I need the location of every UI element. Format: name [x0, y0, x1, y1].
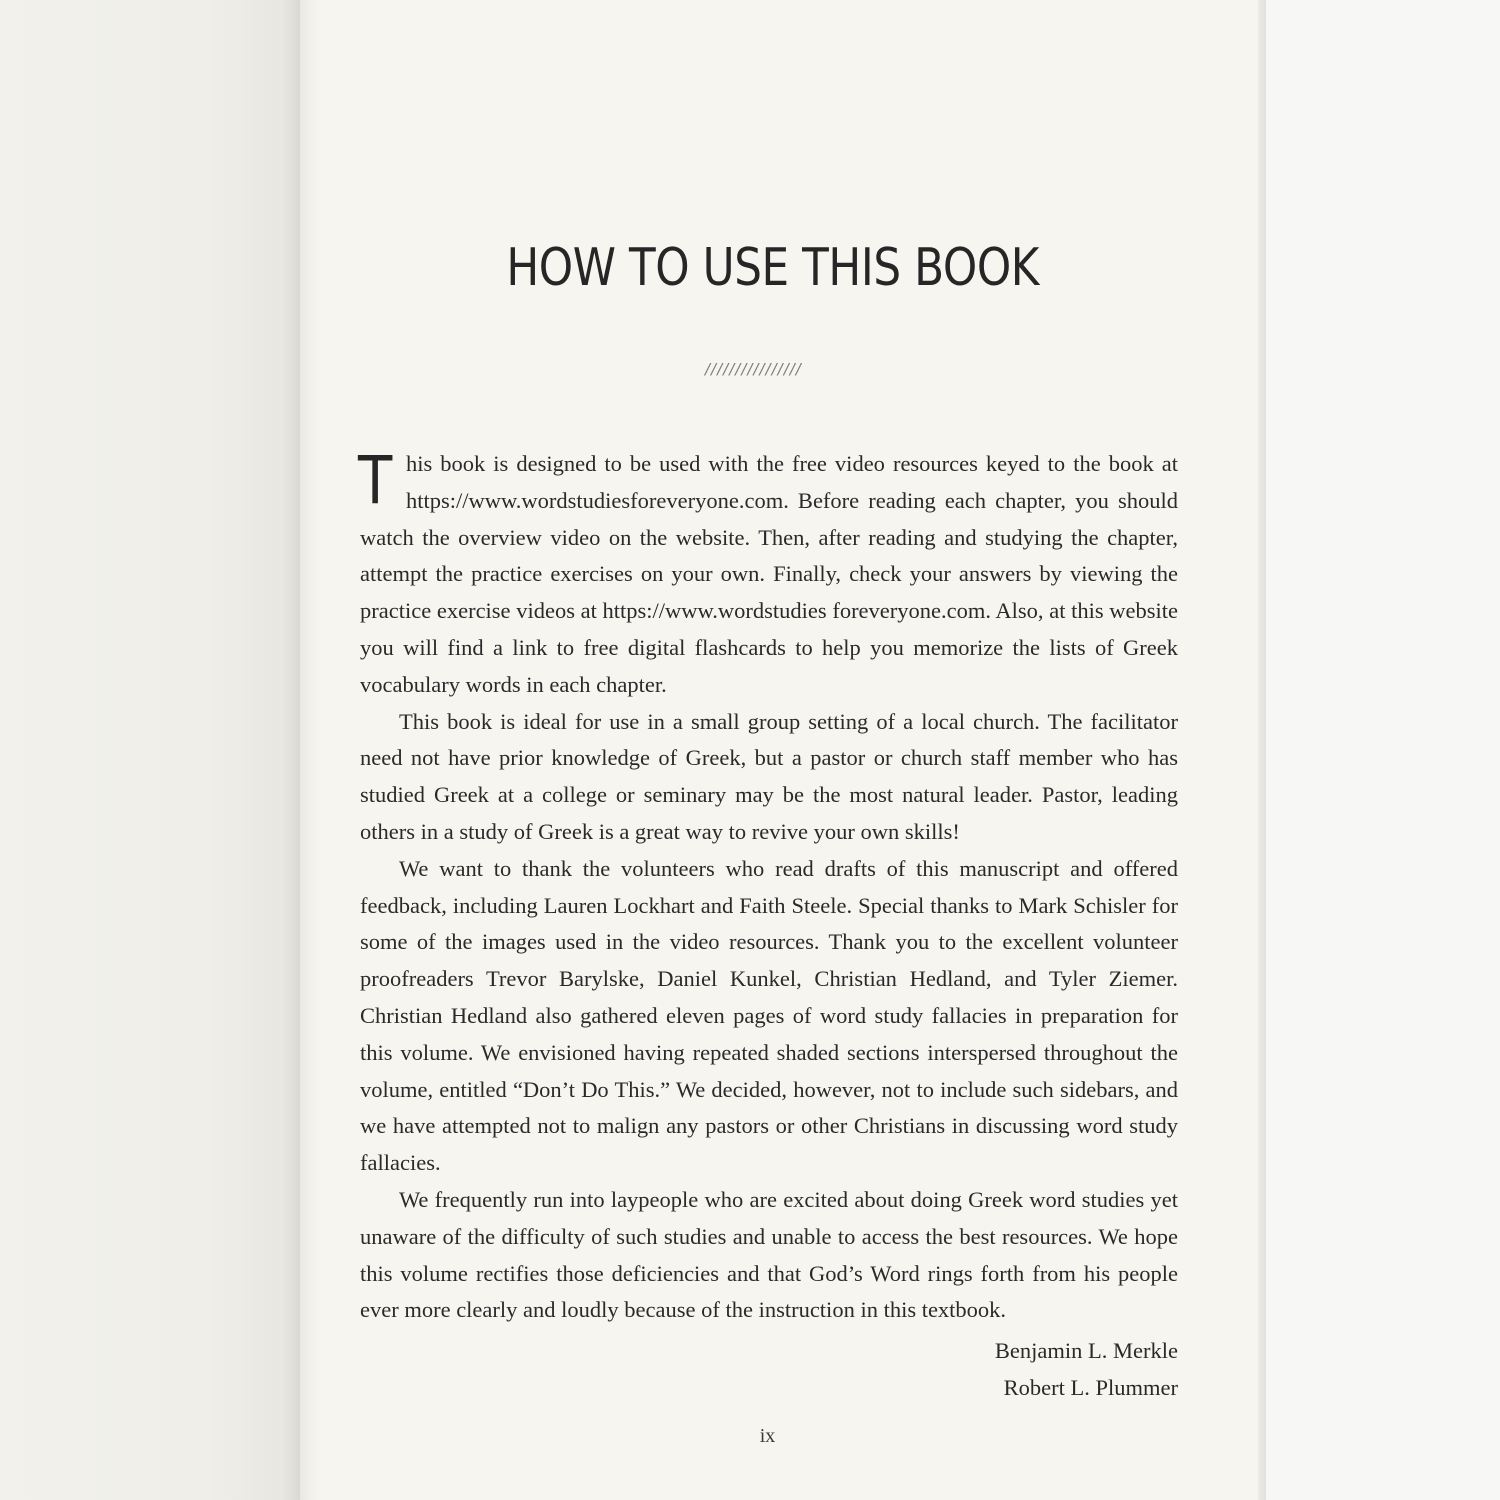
author-signatures [995, 1332, 1178, 1406]
paragraph-4: We frequently run into laypeople who are excited about doing Greek word studies yet unaware of the difficulty of such studies and unable to access the best resources. We hope this volume rectifies those deficiencies and that God’s Word rings forth from his people ever more clearly and loudly because of the instruction in this textbook. [360, 1186, 1178, 1323]
book-spine-shadow [282, 0, 322, 1500]
author-name: Robert L. Plummer [1003, 1375, 1178, 1400]
table-surface [1266, 0, 1500, 1500]
body-text [358, 442, 1178, 1329]
title-ornament: //////////////// [705, 360, 802, 378]
author-name: Benjamin L. Merkle [994, 1338, 1178, 1363]
paragraph-3: We want to thank the volunteers who read drafts of this manuscript and offered feedback, including Lauren Lockhart and Faith Steele. Special thanks to Mark Schisler for some of the images used in the video resources. Thank you to the excellent volunteer proofreaders Trevor Barylske, Daniel Kunkel, Christian Hedland, and Tyler Ziemer. Christian Hedland also gathered eleven pages of word study fallacies in preparation for this volume. We envisioned having repeated shaded sections interspersed throughout the volume, entitled “Don’t Do This.” We decided, however, not to include such sidebars, and we have attempted not to malign any pastors or other Christians in discussing word study fallacies. [360, 855, 1178, 1176]
page-number: ix [759, 1425, 776, 1447]
paragraph-1 [358, 442, 1178, 704]
paragraph-1-text: his book is designed to be used with the free video resources keyed to the book at https://www.wordstudiesforeveryone.com. Before reading each chapter, you should watch the overview video on the website. Then, after reading and studying the chapter, attempt the practice exercises on your own. Finally, check your answers by viewing the practice exercise videos at https://www.wordstudies foreveryone.com. Also, at this website you will find a link to free digital flashcards to help you memorize the lists of Greek vocabulary words in each chapter. [360, 451, 1178, 697]
page-title: HOW TO USE THIS BOOK [506, 238, 1040, 298]
left-page [0, 0, 300, 1500]
paragraph-2: This book is ideal for use in a small group setting of a local church. The facilitator need not have prior knowledge of Greek, but a pastor or church staff member who has studied Greek at a college or seminary may be the most natural leader. Pastor, leading others in a study of Greek is a great way to revive your own skills! [360, 708, 1178, 844]
drop-cap: T [358, 442, 393, 519]
page-edge [1258, 0, 1266, 1500]
